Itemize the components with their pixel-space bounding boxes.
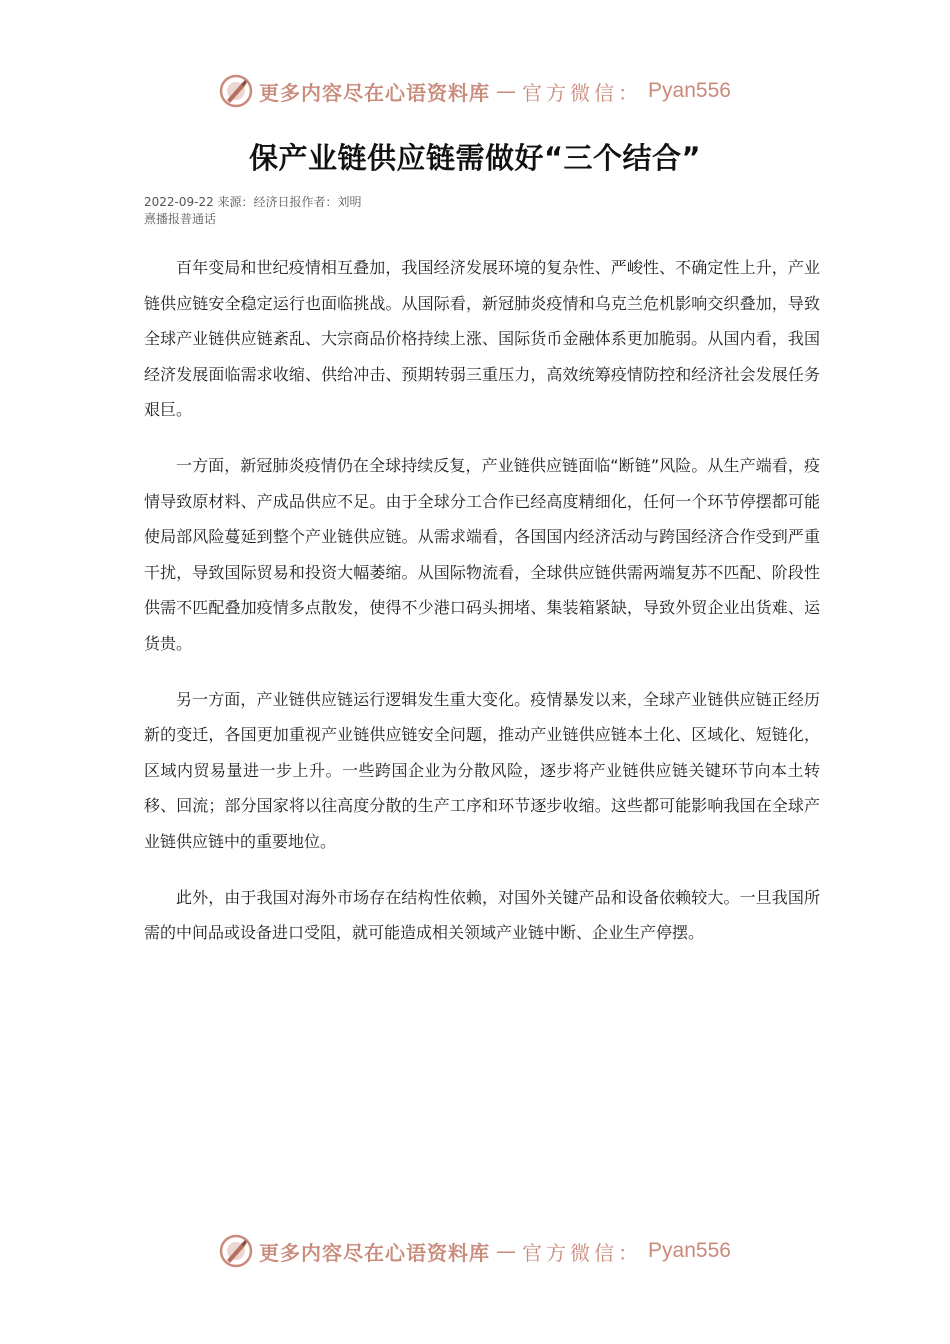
article-paragraph: 此外，由于我国对海外市场存在结构性依赖，对国外关键产品和设备依赖较大。一旦我国所需的中间品或设备进口受阻，就可能造成相关领域产业链中断、企业生产停摆。 — [144, 887, 820, 943]
header-watermark — [0, 74, 950, 108]
watermark-dash: — — [496, 1239, 517, 1263]
article-body — [144, 250, 820, 971]
footer-watermark — [0, 1234, 950, 1268]
watermark-wechat-id: Pyan556 — [648, 1239, 731, 1262]
watermark-text: 更多内容尽在心语资料库 — [259, 80, 491, 105]
watermark-text: 更多内容尽在心语资料库 — [259, 1240, 491, 1265]
watermark-wechat-label: 官方微信： — [522, 1240, 643, 1265]
library-logo-icon — [219, 74, 253, 108]
watermark-dash: — — [496, 79, 517, 103]
article-paragraph: 百年变局和世纪疫情相互叠加，我国经济发展环境的复杂性、严峻性、不确定性上升，产业链供应链安全稳定运行也面临挑战。从国际看，新冠肺炎疫情和乌克兰危机影响交织叠加，导致全球产业链供应链紊乱、大宗商品价格持续上涨、国际货币金融体系更加脆弱。从国内看，我国经济发展面临需求收缩、供给冲击、预期转弱三重压力，高效统筹疫情防控和经济社会发展任务艰巨。 — [144, 258, 820, 420]
article-meta — [144, 194, 824, 228]
article-paragraph: 另一方面，产业链供应链运行逻辑发生重大变化。疫情暴发以来，全球产业链供应链正经历新的变迁，各国更加重视产业链供应链安全问题，推动产业链供应链本土化、区域化、短链化，区域内贸易量进一步上升。一些跨国企业为分散风险，逐步将产业链供应链关键环节向本土转移、回流；部分国家将以往高度分散的生产工序和环节逐步收缩。这些都可能影响我国在全球产业链供应链中的重要地位。 — [144, 689, 820, 851]
article-audio-note: 熹播报普通话 — [144, 212, 217, 226]
article-title: 保产业链供应链需做好“三个结合” — [248, 141, 702, 175]
watermark-wechat-id: Pyan556 — [648, 79, 731, 102]
article-paragraph: 一方面，新冠肺炎疫情仍在全球持续反复，产业链供应链面临“断链”风险。从生产端看，疫情导致原材料、产成品供应不足。由于全球分工合作已经高度精细化，任何一个环节停摆都可能使局部风险蔓延到整个产业链供应链。从需求端看，各国国内经济活动与跨国经济合作受到严重干扰，导致国际贸易和投资大幅萎缩。从国际物流看，全球供应链供需两端复苏不匹配、阶段性供需不匹配叠加疫情多点散发，使得不少港口码头拥堵、集装箱紧缺，导致外贸企业出货难、运货贵。 — [144, 455, 820, 653]
library-logo-icon — [219, 1234, 253, 1268]
watermark-wechat-label: 官方微信： — [522, 80, 643, 105]
article-date-source-author: 2022-09-22 来源：经济日报作者：刘明 — [144, 195, 362, 209]
